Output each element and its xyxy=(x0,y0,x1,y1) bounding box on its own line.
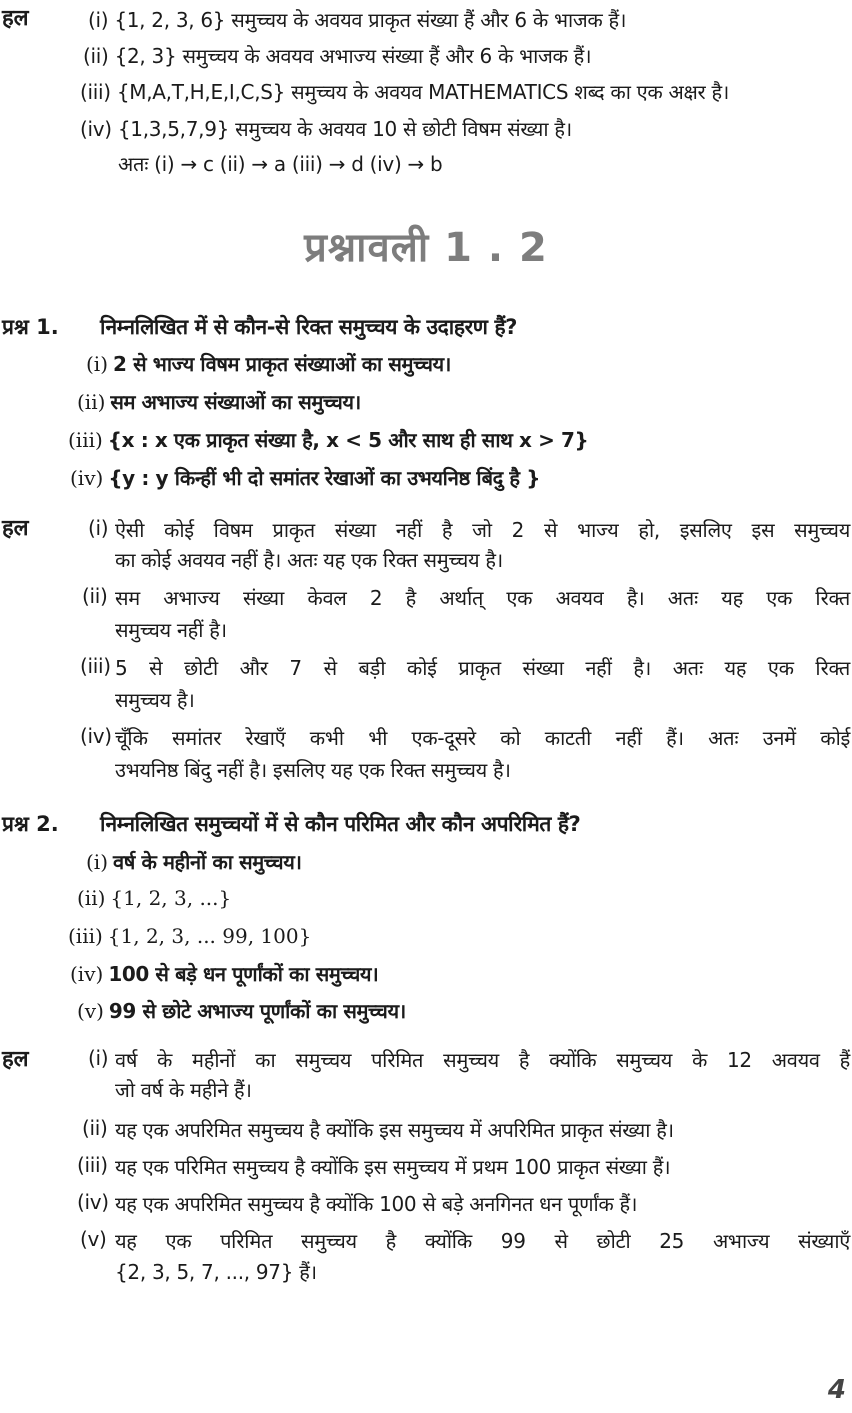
question-label: प्रश्न 2. xyxy=(2,812,59,836)
question-option: (ii) {1, 2, 3, ...} xyxy=(77,886,232,910)
answer-line: यह एक परिमित समुच्चय है क्योंकि 99 से छोटी 25 अभाज्य संख्याएँ xyxy=(115,1229,850,1253)
solution-line: (iii) {M,A,T,H,E,I,C,S} समुच्चय के अवयव MATHEMATICS शब्द का एक अक्षर है। xyxy=(80,80,730,104)
answer-number: (iii) xyxy=(77,1153,108,1177)
page-number: 4 xyxy=(827,1375,846,1405)
answer-number: (i) xyxy=(88,1046,109,1070)
answer-line: ऐसी कोई विषम प्राकृत संख्या नहीं है जो 2 से भाज्य हो, इसलिए इस समुच्चय xyxy=(115,518,850,542)
answer-line: समुच्चय नहीं है। xyxy=(115,618,227,642)
answer-line: यह एक अपरिमित समुच्चय है क्योंकि इस समुच्चय में अपरिमित प्राकृत संख्या है। xyxy=(115,1118,674,1142)
answer-line: उभयनिष्ठ बिंदु नहीं है। इसलिए यह एक रिक्त समुच्चय है। xyxy=(115,758,511,782)
answer-line: समुच्चय है। xyxy=(115,688,195,712)
answer-number: (i) xyxy=(88,516,109,540)
solution-line: (iv) {1,3,5,7,9} समुच्चय के अवयव 10 से छोटी विषम संख्या है। xyxy=(80,117,572,141)
answer-line: का कोई अवयव नहीं है। अतः यह एक रिक्त समुच्चय है। xyxy=(115,548,503,572)
solution-label: हल xyxy=(2,516,29,541)
question-label: प्रश्न 1. xyxy=(2,315,59,339)
exercise-title: प्रश्नावली 1 . 2 xyxy=(304,225,548,271)
question-option: (i) 2 से भाज्य विषम प्राकृत संख्याओं का समुच्चय। xyxy=(86,352,451,376)
answer-number: (iv) xyxy=(77,1190,109,1214)
answer-number: (ii) xyxy=(82,584,108,608)
question-option: (ii) सम अभाज्य संख्याओं का समुच्चय। xyxy=(77,390,361,414)
solution-line: (i) {1, 2, 3, 6} समुच्चय के अवयव प्राकृत संख्या हैं और 6 के भाजक हैं। xyxy=(88,8,627,32)
answer-line: यह एक अपरिमित समुच्चय है क्योंकि 100 से बड़े अनगिनत धन पूर्णांक हैं। xyxy=(115,1192,638,1216)
solution-label: हल xyxy=(2,1047,29,1072)
question-option: (iv) 100 से बड़े धन पूर्णांकों का समुच्चय। xyxy=(70,962,379,986)
answer-number: (iv) xyxy=(80,724,112,748)
answer-line: यह एक परिमित समुच्चय है क्योंकि इस समुच्चय में प्रथम 100 प्राकृत संख्या हैं। xyxy=(115,1155,671,1179)
question-text: निम्नलिखित में से कौन-से रिक्त समुच्चय के उदाहरण हैं? xyxy=(100,315,517,339)
answer-line: 5 से छोटी और 7 से बड़ी कोई प्राकृत संख्या नहीं है। अतः यह एक रिक्त xyxy=(115,656,850,680)
answer-line: सम अभाज्य संख्या केवल 2 है अर्थात् एक अवयव है। अतः यह एक रिक्त xyxy=(115,586,850,610)
question-option: (iv) {y : y किन्हीं भी दो समांतर रेखाओं का उभयनिष्ठ बिंदु है } xyxy=(70,466,541,490)
question-option: (i) वर्ष के महीनों का समुच्चय। xyxy=(86,850,302,874)
answer-line: {2, 3, 5, 7, ..., 97} हैं। xyxy=(115,1260,317,1284)
solution-label: हल xyxy=(2,6,29,31)
solution-line: (ii) {2, 3} समुच्चय के अवयव अभाज्य संख्या हैं और 6 के भाजक हैं। xyxy=(83,44,592,68)
answer-number: (v) xyxy=(80,1227,107,1251)
question-option: (iii) {x : x एक प्राकृत संख्या है, x < 5 और साथ ही साथ x > 7} xyxy=(68,428,589,452)
answer-number: (iii) xyxy=(80,654,111,678)
answer-line: चूँकि समांतर रेखाएँ कभी भी एक-दूसरे को काटती नहीं हैं। अतः उनमें कोई xyxy=(115,726,850,750)
question-option: (v) 99 से छोटे अभाज्य पूर्णांकों का समुच्चय। xyxy=(77,999,406,1023)
solution-line: अतः (i) → c (ii) → a (iii) → d (iv) → b xyxy=(118,152,443,176)
question-option: (iii) {1, 2, 3, ... 99, 100} xyxy=(68,924,312,948)
answer-number: (ii) xyxy=(82,1116,108,1140)
answer-line: वर्ष के महीनों का समुच्चय परिमित समुच्चय है क्योंकि समुच्चय के 12 अवयव हैं xyxy=(115,1048,850,1072)
answer-line: जो वर्ष के महीने हैं। xyxy=(115,1078,252,1102)
question-text: निम्नलिखित समुच्चयों में से कौन परिमित और कौन अपरिमित हैं? xyxy=(100,812,581,836)
